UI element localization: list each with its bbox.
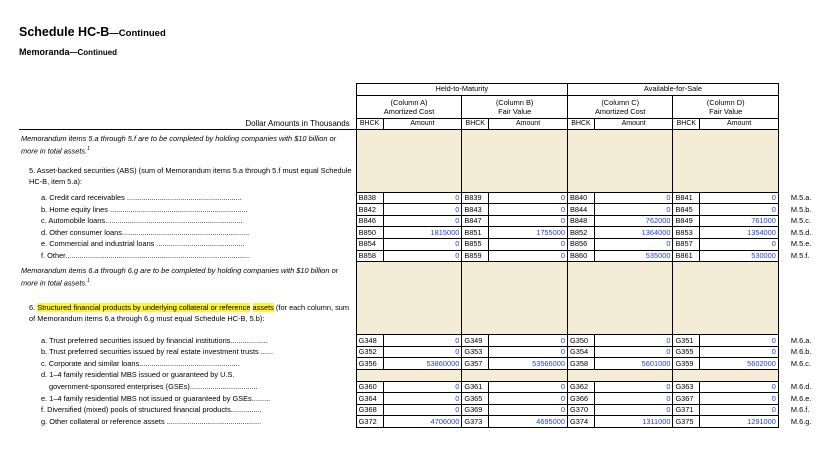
table-row bbox=[19, 227, 832, 239]
bhck-code: G356 bbox=[356, 358, 383, 370]
amount-value[interactable]: 1354000 bbox=[700, 227, 779, 239]
table-row bbox=[19, 192, 832, 204]
table-row bbox=[19, 239, 832, 251]
amount-header: Amount bbox=[594, 118, 673, 130]
bhck-code: G369 bbox=[462, 404, 489, 416]
bhck-code: G348 bbox=[356, 335, 383, 347]
table-row bbox=[19, 381, 832, 393]
bhck-code: B842 bbox=[356, 204, 383, 216]
amount-value[interactable]: 0 bbox=[594, 381, 673, 393]
item-reference: M.5.a. bbox=[790, 192, 812, 202]
item-reference: M.5.d. bbox=[790, 227, 812, 237]
amount-value[interactable]: 0 bbox=[700, 204, 779, 216]
amount-value[interactable]: 0 bbox=[489, 192, 568, 204]
bhck-code: B855 bbox=[462, 239, 489, 251]
table-row bbox=[19, 204, 832, 216]
amount-value[interactable]: 0 bbox=[489, 404, 568, 416]
row-label: c. Automobile loans................................................................... bbox=[41, 216, 243, 226]
section6-note: Memorandum items 6.a through 6.g are to be completed by holding companies with $10 billion or more in total assets.$^1$ bbox=[21, 265, 339, 288]
amount-value[interactable]: 0 bbox=[594, 346, 673, 358]
amount-value[interactable]: 1291000 bbox=[700, 416, 779, 428]
amount-value[interactable]: 530000 bbox=[700, 250, 779, 262]
bhck-code: B858 bbox=[356, 250, 383, 262]
amount-value[interactable]: 761000 bbox=[700, 215, 779, 227]
table-row bbox=[19, 358, 832, 370]
amount-value[interactable]: 0 bbox=[700, 192, 779, 204]
bhck-code: G367 bbox=[673, 393, 700, 405]
row-label: e. 1–4 family residential MBS not issued or guaranteed by GSEs......... bbox=[41, 393, 271, 403]
amount-value[interactable]: 0 bbox=[700, 381, 779, 393]
bhck-code: G368 bbox=[356, 404, 383, 416]
amount-header: Amount bbox=[383, 118, 462, 130]
amount-value[interactable]: 0 bbox=[594, 404, 673, 416]
bhck-code: G361 bbox=[462, 381, 489, 393]
bhck-code: B841 bbox=[673, 192, 700, 204]
bhck-code: B851 bbox=[462, 227, 489, 239]
amount-value[interactable]: 0 bbox=[594, 335, 673, 347]
row-label: f. Diversified (mixed) pools of structured financial products............... bbox=[41, 405, 262, 415]
bhck-code: G352 bbox=[356, 346, 383, 358]
row-label: b. Trust preferred securities issued by real estate investment trusts ...... bbox=[41, 347, 274, 357]
item-reference: M.5.b. bbox=[790, 204, 812, 214]
item-reference: M.6.g. bbox=[790, 416, 812, 426]
row-label: f. Other.......................................................................................... bbox=[41, 250, 251, 260]
bhck-code: B846 bbox=[356, 215, 383, 227]
table-row bbox=[19, 215, 832, 227]
amount-value[interactable]: 0 bbox=[383, 204, 462, 216]
amount-value[interactable]: 0 bbox=[383, 215, 462, 227]
amount-value[interactable]: 0 bbox=[594, 192, 673, 204]
bhck-code: G354 bbox=[567, 346, 594, 358]
bhck-code: B860 bbox=[567, 250, 594, 262]
bhck-code: G364 bbox=[356, 393, 383, 405]
item-reference: M.5.c. bbox=[790, 216, 812, 226]
amount-value[interactable]: 0 bbox=[383, 381, 462, 393]
table-row bbox=[19, 335, 832, 347]
title-main: Schedule HC-B bbox=[19, 25, 110, 39]
amount-value[interactable]: 0 bbox=[489, 204, 568, 216]
amount-value[interactable]: 0 bbox=[489, 239, 568, 251]
amount-value[interactable]: 1815000 bbox=[383, 227, 462, 239]
bhck-code: B838 bbox=[356, 192, 383, 204]
bhck-header: BHCK bbox=[462, 118, 489, 130]
amount-value[interactable]: 0 bbox=[489, 215, 568, 227]
amount-value[interactable]: 762000 bbox=[594, 215, 673, 227]
highlighted-text: Structured financial products by underlying collateral or reference bbox=[37, 303, 251, 313]
amount-value[interactable]: 1311000 bbox=[594, 416, 673, 428]
amount-value[interactable]: 0 bbox=[383, 335, 462, 347]
amount-value[interactable]: 0 bbox=[489, 346, 568, 358]
bhck-code: B843 bbox=[462, 204, 489, 216]
bhck-code: G371 bbox=[673, 404, 700, 416]
bhck-code: B849 bbox=[673, 215, 700, 227]
page-title bbox=[19, 25, 166, 39]
bhck-code: B839 bbox=[462, 192, 489, 204]
amount-value[interactable]: 1755000 bbox=[489, 227, 568, 239]
title-continued: —Continued bbox=[109, 28, 166, 39]
bhck-code: B854 bbox=[356, 239, 383, 251]
amount-value[interactable]: 0 bbox=[383, 239, 462, 251]
amount-value[interactable]: 0 bbox=[489, 381, 568, 393]
table-row bbox=[19, 393, 832, 405]
bhck-code: G375 bbox=[673, 416, 700, 428]
amount-value[interactable]: 53860000 bbox=[383, 358, 462, 370]
amount-value[interactable]: 0 bbox=[383, 192, 462, 204]
row-label: a. Credit card receivables ........................................................ bbox=[41, 192, 242, 202]
bhck-code: G365 bbox=[462, 393, 489, 405]
bhck-code: G350 bbox=[567, 335, 594, 347]
bhck-code: B853 bbox=[673, 227, 700, 239]
item-reference: M.6.f. bbox=[790, 405, 810, 415]
table-row bbox=[19, 250, 832, 262]
column-c-header: (Column C) Amortized Cost bbox=[567, 95, 672, 118]
amount-value[interactable]: 0 bbox=[700, 393, 779, 405]
row-label: c. Corporate and similar loans................................................. bbox=[41, 358, 240, 368]
bhck-code: G357 bbox=[462, 358, 489, 370]
group-htm-header: Held-to-Maturity bbox=[356, 84, 567, 96]
item-reference: M.6.e. bbox=[790, 393, 812, 403]
bhck-code: G360 bbox=[356, 381, 383, 393]
amount-header: Amount bbox=[700, 118, 779, 130]
amount-value[interactable]: 4706000 bbox=[383, 416, 462, 428]
amount-value[interactable]: 0 bbox=[383, 404, 462, 416]
amount-value[interactable]: 535000 bbox=[594, 250, 673, 262]
bhck-code: G366 bbox=[567, 393, 594, 405]
table-row bbox=[19, 346, 832, 358]
bhck-code: G355 bbox=[673, 346, 700, 358]
memoranda-table bbox=[19, 83, 832, 428]
section5-heading: 5. Asset-backed securities (ABS) (sum of Memorandum items 5.a through 5.f must equal Schedule HC-B, item 5.a): bbox=[29, 166, 352, 186]
item-reference: M.6.b. bbox=[790, 347, 812, 357]
bhck-code: B840 bbox=[567, 192, 594, 204]
bhck-header: BHCK bbox=[356, 118, 383, 130]
item-reference: M.5.f. bbox=[790, 250, 810, 260]
amount-value[interactable]: 0 bbox=[700, 239, 779, 251]
bhck-code: G370 bbox=[567, 404, 594, 416]
amount-header: Amount bbox=[489, 118, 568, 130]
table-row bbox=[19, 404, 832, 416]
amount-value[interactable]: 53566000 bbox=[489, 358, 568, 370]
bhck-code: G358 bbox=[567, 358, 594, 370]
bhck-code: B850 bbox=[356, 227, 383, 239]
amount-value[interactable]: 5601000 bbox=[594, 358, 673, 370]
table-row bbox=[19, 416, 832, 428]
amount-value[interactable]: 5602000 bbox=[700, 358, 779, 370]
amount-value[interactable]: 0 bbox=[489, 393, 568, 405]
row-label: b. Home equity lines ................................................................... bbox=[41, 204, 248, 214]
column-b-header: (Column B) Fair Value bbox=[462, 95, 568, 118]
row-6d-line1: d. 1–4 family residential MBS issued or guaranteed by U.S. bbox=[41, 370, 235, 380]
bhck-code: G372 bbox=[356, 416, 383, 428]
section5-note: Memorandum items 5.a through 5.f are to be completed by holding companies with $10 billion or more in total assets.$^1$ bbox=[21, 133, 337, 156]
bhck-code: B856 bbox=[567, 239, 594, 251]
item-reference: M.6.d. bbox=[790, 381, 812, 391]
subtitle-continued: —Continued bbox=[69, 48, 118, 57]
dollar-amounts-label: Dollar Amounts in Thousands bbox=[19, 118, 356, 130]
bhck-header: BHCK bbox=[673, 118, 700, 130]
amount-value[interactable]: 0 bbox=[489, 250, 568, 262]
group-afs-header: Available-for-Sale bbox=[567, 84, 778, 96]
bhck-code: B857 bbox=[673, 239, 700, 251]
column-a-header: (Column A) Amortized Cost bbox=[356, 95, 462, 118]
column-d-header: (Column D) Fair Value bbox=[673, 95, 778, 118]
item-reference: M.6.c. bbox=[790, 358, 812, 368]
amount-value[interactable]: 0 bbox=[383, 393, 462, 405]
bhck-code: B848 bbox=[567, 215, 594, 227]
bhck-code: G359 bbox=[673, 358, 700, 370]
amount-value[interactable]: 4695000 bbox=[489, 416, 568, 428]
amount-value[interactable]: 0 bbox=[383, 250, 462, 262]
row-label: d. Other consumer loans.............................................................. bbox=[41, 227, 250, 237]
bhck-code: G349 bbox=[462, 335, 489, 347]
item-reference: M.6.a. bbox=[790, 335, 812, 345]
section-subtitle bbox=[19, 47, 117, 57]
subtitle-main: Memoranda bbox=[19, 47, 70, 57]
amount-value[interactable]: 0 bbox=[700, 335, 779, 347]
amount-value[interactable]: 0 bbox=[383, 346, 462, 358]
bhck-code: G353 bbox=[462, 346, 489, 358]
bhck-code: G362 bbox=[567, 381, 594, 393]
amount-value[interactable]: 0 bbox=[489, 335, 568, 347]
highlighted-text: assets bbox=[252, 303, 274, 313]
amount-value[interactable]: 0 bbox=[700, 346, 779, 358]
item-reference: M.5.e. bbox=[790, 239, 812, 249]
amount-value[interactable]: 0 bbox=[594, 393, 673, 405]
amount-value[interactable]: 0 bbox=[700, 404, 779, 416]
row-label: e. Commercial and industrial loans ........................................... bbox=[41, 239, 245, 249]
row-label: g. Other collateral or reference assets .............................................. bbox=[41, 416, 262, 426]
bhck-code: B847 bbox=[462, 215, 489, 227]
bhck-code: B861 bbox=[673, 250, 700, 262]
row-label: a. Trust preferred securities issued by financial institutions.................. bbox=[41, 335, 268, 345]
bhck-header: BHCK bbox=[567, 118, 594, 130]
amount-value[interactable]: 0 bbox=[594, 204, 673, 216]
bhck-code: B845 bbox=[673, 204, 700, 216]
bhck-code: G373 bbox=[462, 416, 489, 428]
bhck-code: B844 bbox=[567, 204, 594, 216]
amount-value[interactable]: 1364000 bbox=[594, 227, 673, 239]
bhck-code: G351 bbox=[673, 335, 700, 347]
header-spacer bbox=[19, 84, 356, 96]
bhck-code: G374 bbox=[567, 416, 594, 428]
bhck-code: B852 bbox=[567, 227, 594, 239]
bhck-code: B859 bbox=[462, 250, 489, 262]
bhck-code: G363 bbox=[673, 381, 700, 393]
amount-value[interactable]: 0 bbox=[594, 239, 673, 251]
section6-heading: 6. Structured financial products by underlying collateral or reference assets (for each column, sum of Memorandum items 6.a through 6.g must equal Schedule HC-B, 5.b): bbox=[29, 303, 350, 323]
row-label: government-sponsored enterprises (GSEs)................................. bbox=[49, 381, 258, 391]
